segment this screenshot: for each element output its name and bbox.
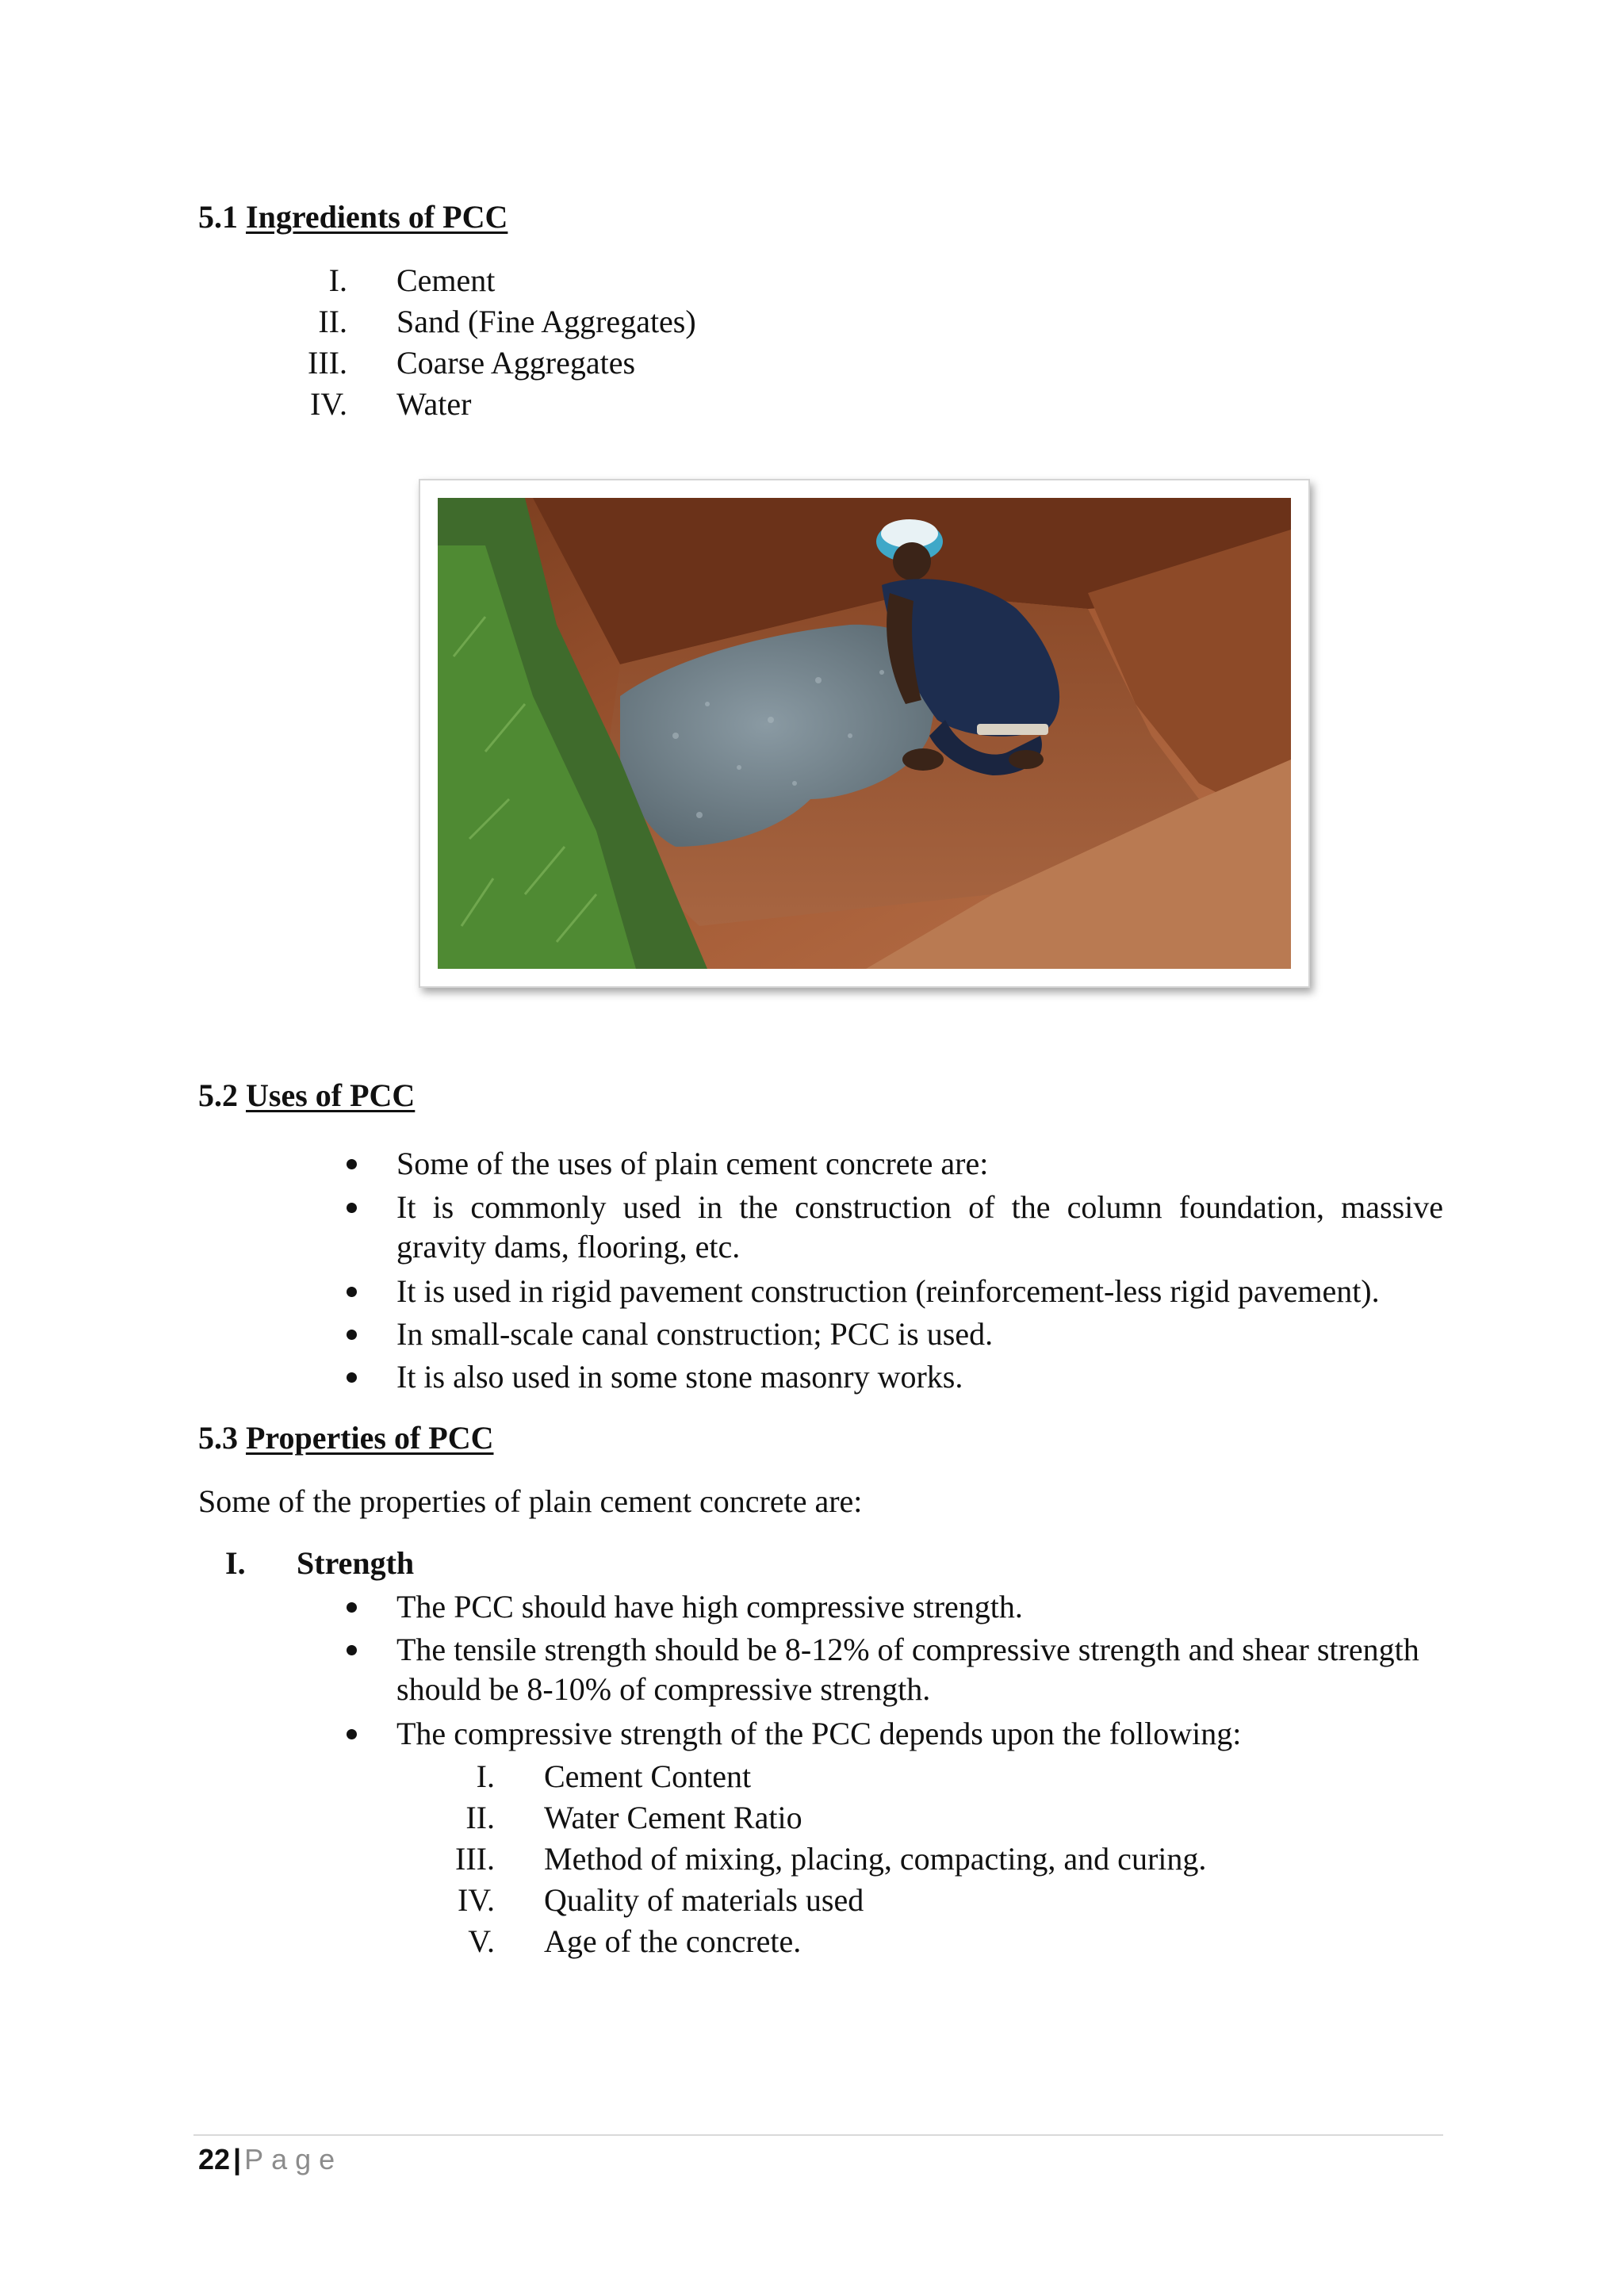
list-item: Water Cement Ratio <box>544 1800 802 1835</box>
subsection-title: Strength <box>297 1545 415 1581</box>
list-number: I. <box>476 1758 495 1794</box>
bullet-icon <box>347 1203 357 1213</box>
footer-divider <box>193 2134 1443 2136</box>
list-item: In small-scale canal construction; PCC is used. <box>396 1316 994 1352</box>
list-item: It is used in rigid pavement construction (reinforcement-less rigid pavement). <box>396 1273 1380 1309</box>
list-item: Coarse Aggregates <box>396 345 636 381</box>
list-item: The compressive strength of the PCC depends upon the following: <box>396 1716 1242 1751</box>
section-5-1-heading <box>198 198 508 236</box>
list-item: Water <box>396 386 472 422</box>
list-item: The tensile strength should be 8-12% of compressive strength and shear strength <box>396 1632 1419 1667</box>
section-5-3-heading <box>198 1419 494 1457</box>
list-item: Sand (Fine Aggregates) <box>396 304 696 339</box>
section-number: 5.2 <box>198 1077 238 1113</box>
pcc-photo-frame <box>419 479 1310 988</box>
bullet-icon <box>347 1372 357 1383</box>
section-title: Uses of PCC <box>246 1077 416 1113</box>
list-number: V. <box>468 1923 495 1959</box>
list-number: IV. <box>457 1882 495 1918</box>
section-number: 5.3 <box>198 1420 238 1456</box>
list-item-continuation: should be 8-10% of compressive strength. <box>396 1671 931 1707</box>
bullet-icon <box>347 1729 357 1739</box>
pcc-foundation-photo <box>438 498 1291 969</box>
list-number: III. <box>455 1841 495 1877</box>
bullet-icon <box>347 1602 357 1613</box>
list-number: III. <box>308 345 347 381</box>
list-item: Some of the uses of plain cement concrete are: <box>396 1146 989 1181</box>
page-number: 22 <box>198 2143 231 2175</box>
bullet-icon <box>347 1330 357 1340</box>
properties-intro: Some of the properties of plain cement concrete are: <box>198 1483 863 1519</box>
section-5-2-heading <box>198 1077 415 1115</box>
page-footer <box>198 2144 343 2175</box>
list-item: Age of the concrete. <box>544 1923 802 1959</box>
list-item: It is also used in some stone masonry works. <box>396 1359 963 1395</box>
section-number: 5.1 <box>198 199 238 235</box>
bullet-icon <box>347 1645 357 1655</box>
section-title: Ingredients of PCC <box>246 199 508 235</box>
list-item: Method of mixing, placing, compacting, and curing. <box>544 1841 1207 1877</box>
list-number: I. <box>328 262 347 298</box>
list-item: Quality of materials used <box>544 1882 864 1918</box>
footer-separator: | <box>233 2143 242 2175</box>
list-item: The PCC should have high compressive strength. <box>396 1589 1023 1624</box>
subsection-number: I. <box>225 1545 246 1581</box>
list-number: II. <box>318 304 347 339</box>
page-label: Page <box>244 2143 343 2175</box>
list-item: It is commonly used in the construction of the column foundation, massive <box>396 1189 1443 1225</box>
list-item: Cement <box>396 262 496 298</box>
bullet-icon <box>347 1287 357 1297</box>
list-number: II. <box>465 1800 495 1835</box>
bullet-icon <box>347 1159 357 1169</box>
section-title: Properties of PCC <box>246 1420 494 1456</box>
list-number: IV. <box>309 386 347 422</box>
list-item-continuation: gravity dams, flooring, etc. <box>396 1229 741 1265</box>
list-item: Cement Content <box>544 1758 752 1794</box>
